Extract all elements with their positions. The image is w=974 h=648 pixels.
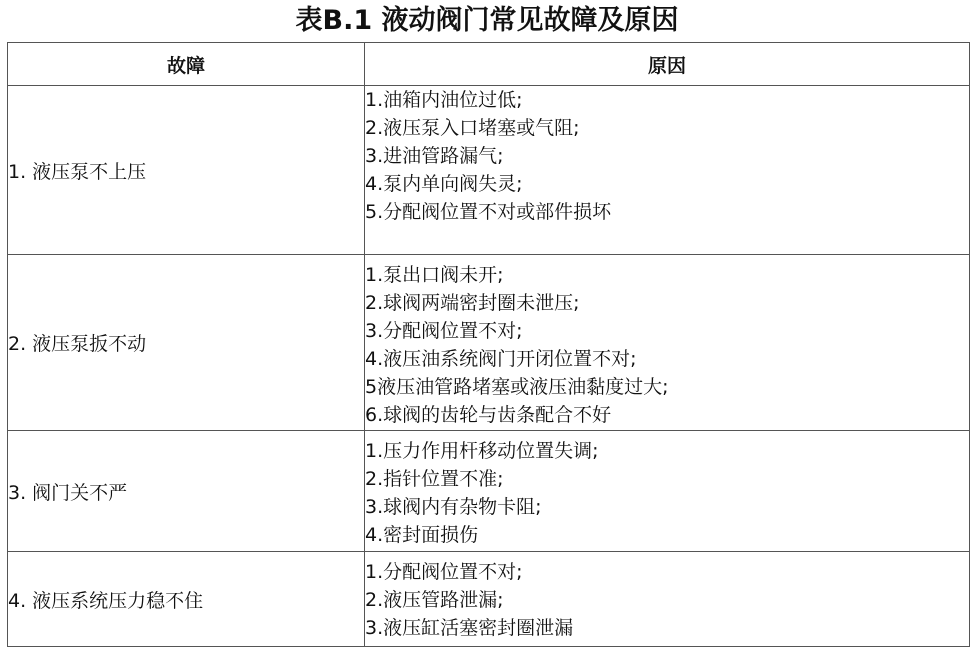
fault-cell: 4. 液压系统压力稳不住 bbox=[8, 552, 365, 647]
cause-item: 3.分配阀位置不对; bbox=[365, 320, 523, 342]
cause-item: 4.液压油系统阀门开闭位置不对; bbox=[365, 348, 637, 370]
table-row bbox=[8, 255, 970, 431]
cause-item: 3.球阀内有杂物卡阻; bbox=[365, 496, 542, 518]
cause-item: 2.液压泵入口堵塞或气阻; bbox=[365, 117, 580, 139]
cause-cell bbox=[365, 255, 970, 431]
cause-item: 5液压油管路堵塞或液压油黏度过大; bbox=[365, 376, 669, 398]
cause-item: 2.指针位置不准; bbox=[365, 468, 504, 490]
cause-item: 1.泵出口阀未开; bbox=[365, 264, 504, 286]
table-row bbox=[8, 431, 970, 552]
cause-item: 1.油箱内油位过低; bbox=[365, 89, 523, 111]
header-fault: 故障 bbox=[8, 43, 365, 86]
cause-cell bbox=[365, 552, 970, 647]
cause-item: 3.液压缸活塞密封圈泄漏 bbox=[365, 617, 574, 639]
fault-cause-table bbox=[7, 42, 970, 647]
cause-item: 3.进油管路漏气; bbox=[365, 145, 504, 167]
cause-item: 2.液压管路泄漏; bbox=[365, 589, 504, 611]
table-row bbox=[8, 552, 970, 647]
header-cause: 原因 bbox=[365, 43, 970, 86]
cause-item: 6.球阀的齿轮与齿条配合不好 bbox=[365, 404, 612, 426]
table-row bbox=[8, 86, 970, 255]
fault-cell: 3. 阀门关不严 bbox=[8, 431, 365, 552]
fault-cell: 2. 液压泵扳不动 bbox=[8, 255, 365, 431]
cause-item: 5.分配阀位置不对或部件损坏 bbox=[365, 201, 612, 223]
cause-item: 1.压力作用杆移动位置失调; bbox=[365, 440, 599, 462]
cause-item: 1.分配阀位置不对; bbox=[365, 561, 523, 583]
table-header-row bbox=[8, 43, 970, 86]
cause-item: 4.泵内单向阀失灵; bbox=[365, 173, 523, 195]
cause-cell bbox=[365, 86, 970, 255]
cause-cell bbox=[365, 431, 970, 552]
cause-item: 4.密封面损伤 bbox=[365, 524, 479, 546]
table-title: 表B.1 液动阀门常见故障及原因 bbox=[295, 5, 679, 36]
cause-item: 2.球阀两端密封圈未泄压; bbox=[365, 292, 580, 314]
fault-cell: 1. 液压泵不上压 bbox=[8, 86, 365, 255]
